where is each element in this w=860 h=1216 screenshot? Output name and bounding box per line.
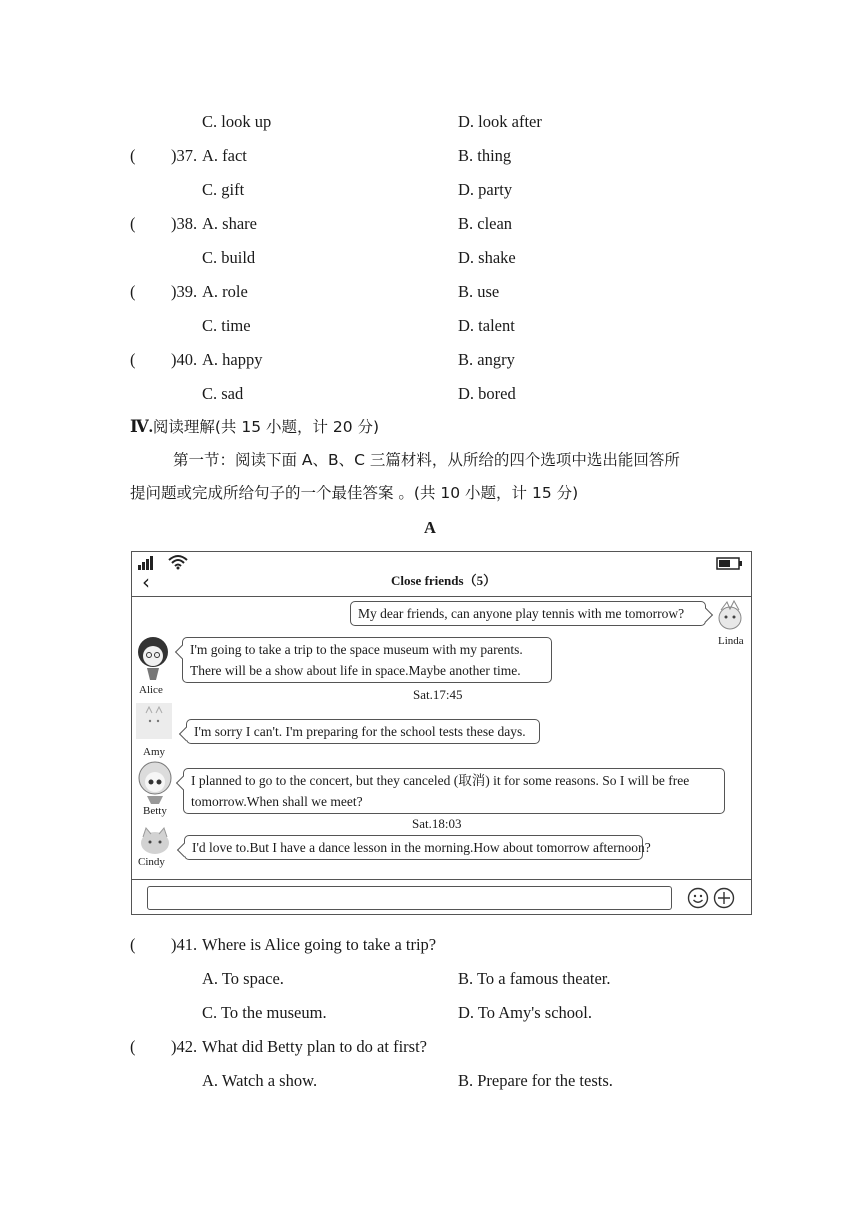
option-37-c: C. gift — [202, 180, 245, 199]
battery-icon — [716, 557, 744, 570]
message-line: tomorrow.When shall we meet? — [191, 794, 363, 809]
section-heading — [130, 419, 379, 436]
option-39-d: D. talent — [458, 316, 515, 335]
option-38-c: C. build — [202, 248, 256, 267]
answer-paren[interactable]: ( — [130, 1037, 136, 1056]
message-line: I planned to go to the concert, but they canceled (取消) it for some reasons. So I will be free — [191, 773, 690, 788]
question-stem-41: Where is Alice going to take a trip? — [202, 935, 437, 954]
option-40-b: B. angry — [458, 350, 515, 369]
sender-name-amy: Amy — [143, 746, 165, 758]
chat-screenshot — [131, 551, 752, 915]
option-36-c: C. look up — [202, 112, 272, 131]
question-number: )39. — [171, 282, 198, 301]
betty-avatar — [135, 758, 175, 804]
option-39-a: A. role — [202, 282, 248, 301]
option-38-a: A. share — [202, 214, 257, 233]
question-number: )42. — [171, 1037, 198, 1056]
option-37-b: B. thing — [458, 146, 512, 165]
option-42-a: A. Watch a show. — [202, 1071, 318, 1090]
chat-title: Close friends（5） — [391, 573, 497, 588]
section-numeral: Ⅳ. — [130, 417, 153, 436]
message-line: I'm going to take a trip to the space museum with my parents. — [190, 642, 523, 657]
amy-avatar — [136, 703, 172, 739]
option-39-c: C. time — [202, 316, 251, 335]
answer-paren[interactable]: ( — [130, 935, 136, 954]
option-39-b: B. use — [458, 282, 500, 301]
sender-name-alice: Alice — [139, 684, 163, 696]
option-42-b: B. Prepare for the tests. — [458, 1071, 613, 1090]
sender-name-betty: Betty — [143, 805, 167, 817]
question-number: )41. — [171, 935, 198, 954]
alice-avatar — [136, 630, 170, 682]
message-bubble-cindy: I'd love to.But I have a dance lesson in the morning.How about tomorrow afternoon? — [184, 835, 643, 860]
option-41-b: B. To a famous theater. — [458, 969, 611, 988]
answer-paren[interactable]: ( — [130, 282, 136, 301]
message-bubble-betty — [183, 768, 725, 814]
question-number: )40. — [171, 350, 198, 369]
question-number: )38. — [171, 214, 198, 233]
linda-avatar — [713, 598, 747, 632]
option-40-c: C. sad — [202, 384, 244, 403]
option-40-a: A. happy — [202, 350, 263, 369]
message-input[interactable] — [147, 886, 672, 910]
option-41-c: C. To the museum. — [202, 1003, 327, 1022]
question-stem-42: What did Betty plan to do at first? — [202, 1037, 427, 1056]
wifi-icon — [167, 554, 189, 570]
message-bubble-linda: My dear friends, can anyone play tennis with me tomorrow? — [350, 601, 706, 626]
answer-paren[interactable]: ( — [130, 350, 136, 369]
option-37-d: D. party — [458, 180, 513, 199]
option-37-a: A. fact — [202, 146, 247, 165]
timestamp: Sat.17:45 — [413, 687, 463, 702]
smile-icon[interactable] — [687, 887, 709, 909]
cindy-avatar — [138, 823, 172, 857]
sender-name-cindy: Cindy — [138, 856, 165, 868]
timestamp: Sat.18:03 — [412, 816, 462, 831]
option-38-b: B. clean — [458, 214, 513, 233]
option-40-d: D. bored — [458, 384, 516, 403]
question-number: )37. — [171, 146, 198, 165]
option-41-a: A. To space. — [202, 969, 284, 988]
section-title: 阅读理解(共 15 小题，计 20 分) — [152, 418, 380, 436]
option-38-d: D. shake — [458, 248, 516, 267]
message-line: There will be a show about life in space.Maybe another time. — [190, 663, 521, 678]
signal-icon — [137, 555, 155, 571]
message-bubble-amy: I'm sorry I can't. I'm preparing for the school tests these days. — [186, 719, 540, 744]
answer-paren[interactable]: ( — [130, 146, 136, 165]
back-icon[interactable]: ‹ — [142, 570, 150, 594]
option-41-d: D. To Amy's school. — [458, 1003, 592, 1022]
answer-paren[interactable]: ( — [130, 214, 136, 233]
passage-label: A — [424, 518, 436, 537]
sender-name-linda: Linda — [718, 635, 744, 647]
message-bubble-alice — [182, 637, 552, 683]
plus-icon[interactable] — [713, 887, 735, 909]
instruction-line-1: 第一节：阅读下面 A、B、C 三篇材料，从所给的四个选项中选出能回答所 — [173, 451, 680, 469]
instruction-line-2: 提问题或完成所给句子的一个最佳答案 。(共 10 小题，计 15 分) — [130, 484, 579, 502]
option-36-d: D. look after — [458, 112, 542, 131]
